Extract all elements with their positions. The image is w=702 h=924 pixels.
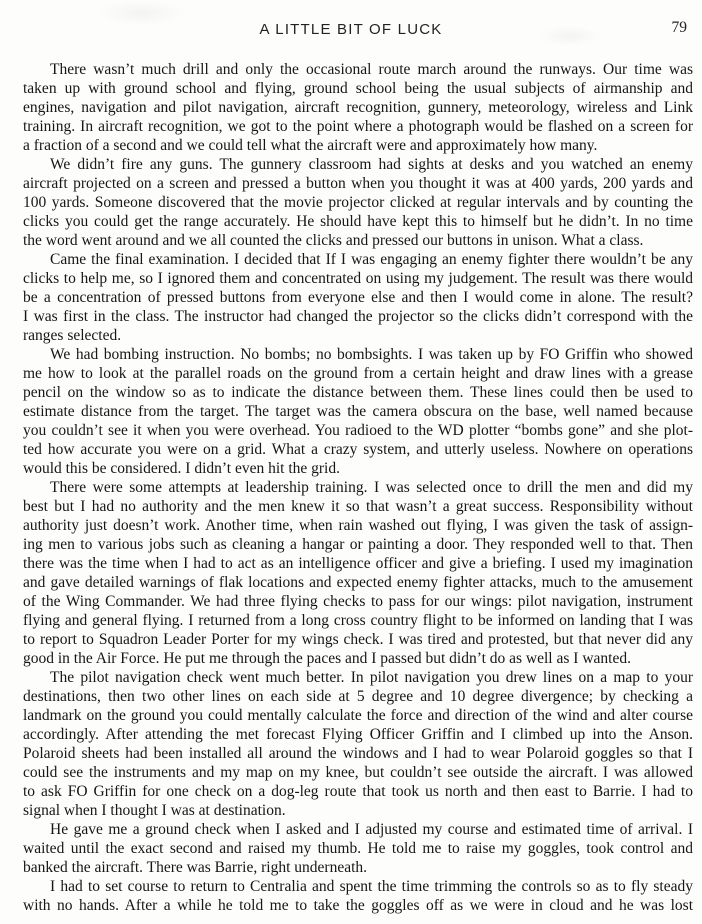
text-line: flying and general flying. I returned from a long cross country flight to be informed on landing that I was [23,612,693,629]
text-line: of the Wing Commander. We had three flying checks to pass for our wings: pilot navigation, instrument [23,593,693,610]
text-line: the word went around and we all counted the clicks and pressed our buttons in unison. What a class. [23,232,644,249]
text-line: There wasn’t much drill and only the occasional route march around the runways. Our time was [50,61,693,78]
paragraph [23,250,693,345]
text-line: me how to look at the parallel roads on the ground from a certain height and draw lines with a grease [23,365,693,382]
running-title: A LITTLE BIT OF LUCK [259,21,443,38]
text-line: ing men to various jobs such as cleaning a hangar or painting a door. They responded well to that. Then [23,536,693,553]
text-line: landmark on the ground you could mentally calculate the force and direction of the wind and alter course [23,707,693,724]
text-line: be a concentration of pressed buttons from everyone else and then I would come in alone. The result? [23,289,693,306]
text-line: you couldn’t see it when you were overhead. You radioed to the WD plotter “bombs gone” and she plot- [23,422,693,439]
text-line: We had bombing instruction. No bombs; no bombsights. I was taken up by FO Griffin who showed [50,346,693,363]
text-line: ted how accurate you were on a grid. What a crazy system, and utterly useless. Nowhere on operations [23,441,693,458]
body-text [23,60,693,915]
text-line: could see the instruments and my map on my knee, but couldn’t see outside the aircraft. I was allowed [23,764,693,781]
text-line: estimate distance from the target. The target was the camera obscura on the base, well named because [23,403,693,420]
text-line: destinations, then two other lines on each side at 5 degree and 10 degree divergence; by checking a [23,688,693,705]
page-number: 79 [671,19,687,36]
text-line: accordingly. After attending the met forecast Flying Officer Griffin and I climbed up into the Anson. [23,726,693,743]
text-line: would this be considered. I didn’t even hit the grid. [23,460,340,477]
paragraph [23,478,693,668]
text-line: to ask FO Griffin for one check on a dog-leg route that took us north and then east to Barrie. I had to [23,783,693,800]
text-line: banked the aircraft. There was Barrie, right underneath. [23,859,368,876]
text-line: I had to set course to return to Centralia and spent the time trimming the controls so as to fly steady [50,878,693,895]
paragraph [23,877,693,915]
text-line: He gave me a ground check when I asked and I adjusted my course and estimated time of arrival. I [50,821,693,838]
paragraph [23,820,693,877]
text-line: clicks to help me, so I ignored them and concentrated on using my judgement. The result was there would [23,270,693,287]
paragraph [23,668,693,820]
text-line: engines, navigation and pilot navigation, aircraft recognition, gunnery, meteorology, wireless and Link [23,99,693,116]
text-line: waited until the exact second and raised my thumb. He told me to raise my goggles, took control and [23,840,693,857]
text-line: a fraction of a second and we could tell what the aircraft were and approximately how many. [23,137,598,154]
text-line: aircraft projected on a screen and pressed a button when you thought it was at 400 yards, 200 yards and [23,175,693,192]
text-line: best but I had no authority and the men knew it so that wasn’t a great success. Responsibility without [23,498,693,515]
text-line: There were some attempts at leadership training. I was selected once to drill the men and did my [50,479,693,496]
text-line: The pilot navigation check went much better. In pilot navigation you drew lines on a map to your [50,669,693,686]
paragraph [23,155,693,250]
paragraph [23,345,693,478]
text-line: to report to Squadron Leader Porter for my wings check. I was tired and protested, but that never did any [23,631,693,648]
text-line: and gave detailed warnings of flak locations and expected enemy fighter attacks, much to the amusement [23,574,693,591]
text-line: 100 yards. Someone discovered that the movie projector clicked at regular intervals and by counting the [23,194,693,211]
text-line: Polaroid sheets had been installed all around the windows and I had to wear Polaroid goggles so that I [23,745,693,762]
text-line: signal when I thought I was at destination. [23,802,286,819]
text-line: good in the Air Force. He put me through the paces and I passed but didn’t do as well as I wanted. [23,650,631,667]
text-line: training. In aircraft recognition, we got to the point where a photograph would be flashed on a screen for [23,118,693,135]
text-line: authority just doesn’t work. Another time, when rain washed out flying, I was given the task of assign- [23,517,693,534]
text-line: clicks you could get the range accurately. He should have kept this to himself but he didn’t. In no time [23,213,693,230]
text-line: I was first in the class. The instructor had changed the projector so the clicks didn’t correspond with the [23,308,693,325]
paragraph [23,60,693,155]
text-line: with no hands. After a while he told me to take the goggles off as we were in cloud and he was lost [23,897,693,914]
text-line: taken up with ground school and flying, ground school being the usual subjects of airmanship and [23,80,693,97]
text-line: Came the final examination. I decided that If I was engaging an enemy fighter there wouldn’t be any [50,251,693,268]
text-line: ranges selected. [23,327,122,344]
text-line: We didn’t fire any guns. The gunnery classroom had sights at desks and you watched an enemy [50,156,693,173]
text-line: there was the time when I had to act as an intelligence officer and give a briefing. I used my imagination [23,555,693,572]
text-line: pencil on the window so as to indicate the distance between them. These lines could then be used to [23,384,693,401]
